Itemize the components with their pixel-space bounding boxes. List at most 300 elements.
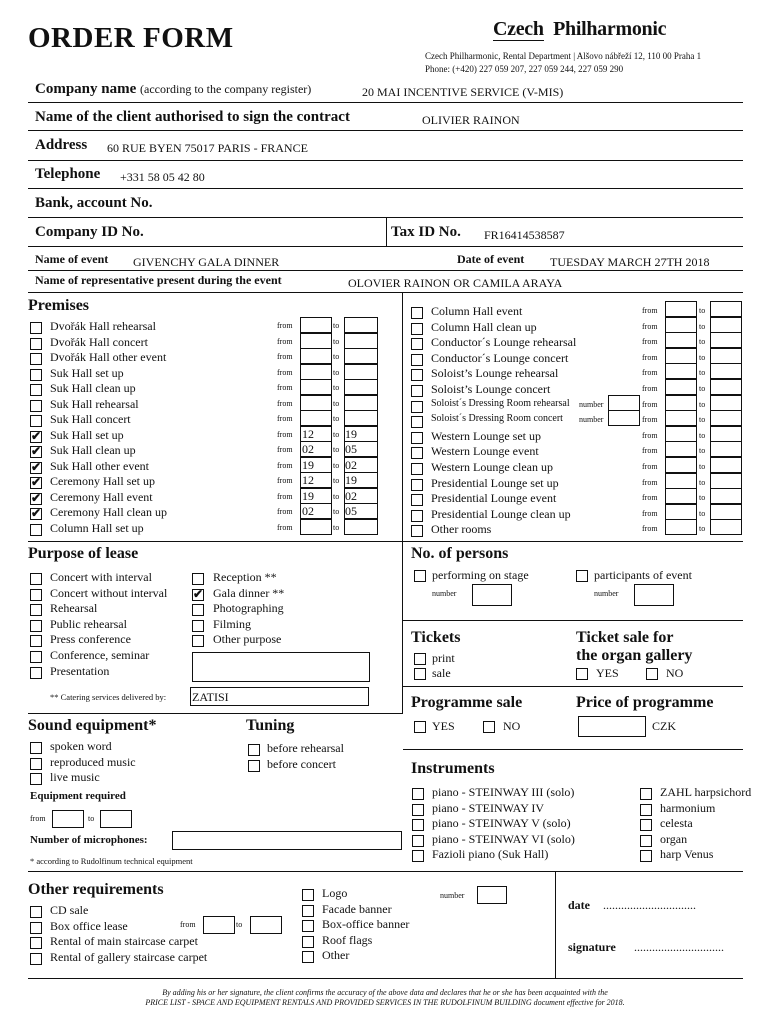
from-input[interactable] — [300, 317, 332, 333]
other-checkbox[interactable] — [302, 951, 314, 963]
other-checkbox[interactable] — [302, 920, 314, 932]
to-input[interactable] — [710, 395, 742, 411]
tuning-label: before concert — [267, 757, 336, 771]
from-label: from — [277, 414, 293, 423]
address-line-1: Czech Philharmonic, Rental Department | Alšovo nábřeží 12, 110 00 Praha 1 — [425, 51, 702, 61]
address-label: Address — [35, 137, 88, 153]
equipment-from-label: from — [30, 814, 46, 823]
from-input[interactable] — [665, 348, 697, 364]
to-value[interactable]: 02 — [345, 457, 357, 472]
equipment-to-input[interactable] — [100, 810, 132, 828]
from-label: from — [642, 384, 658, 393]
premises-label: Ceremony Hall set up — [50, 474, 155, 488]
from-input[interactable] — [300, 519, 332, 535]
from-input[interactable] — [665, 317, 697, 333]
premises-checkbox[interactable] — [30, 462, 42, 474]
to-label: to — [333, 507, 340, 516]
premises-checkbox[interactable] — [411, 463, 423, 475]
from-input[interactable] — [665, 441, 697, 457]
premises-checkbox[interactable] — [411, 447, 423, 459]
premises-label: Presidential Lounge set up — [431, 475, 559, 490]
purpose-checkbox[interactable] — [30, 589, 42, 601]
telephone-label: Telephone — [35, 166, 101, 182]
from-input[interactable] — [665, 332, 697, 348]
from-input[interactable] — [300, 410, 332, 426]
purpose-checkbox[interactable] — [30, 651, 42, 663]
from-input[interactable] — [665, 379, 697, 395]
instrument-checkbox[interactable] — [412, 819, 424, 831]
purpose-label: Concert with interval — [50, 570, 152, 584]
from-label: from — [642, 446, 658, 456]
to-value[interactable]: 02 — [345, 488, 357, 503]
instrument-checkbox[interactable] — [640, 819, 652, 831]
to-label: to — [699, 477, 706, 487]
premises-checkbox[interactable] — [411, 401, 423, 413]
from-label: from — [642, 493, 658, 503]
premises-checkbox[interactable] — [30, 446, 42, 458]
to-input[interactable] — [344, 364, 378, 380]
to-input[interactable] — [344, 410, 378, 426]
from-input[interactable] — [300, 395, 332, 411]
signature-dots[interactable]: .............................. — [634, 940, 724, 954]
from-input[interactable] — [665, 410, 697, 426]
from-label: from — [642, 508, 658, 518]
premises-label: Ceremony Hall event — [50, 489, 153, 504]
other-checkbox[interactable] — [302, 889, 314, 901]
sound-checkbox[interactable] — [30, 773, 42, 785]
premises-label: Column Hall event — [431, 304, 523, 318]
to-input[interactable] — [710, 426, 742, 442]
participants-number-label: number — [594, 589, 619, 598]
organ-yes-label: YES — [596, 666, 619, 680]
programme-title: Programme sale — [411, 694, 523, 711]
organ-yes-checkbox[interactable] — [576, 668, 588, 680]
premises-checkbox[interactable] — [411, 479, 423, 491]
microphones-input[interactable] — [172, 831, 402, 850]
date-label: date — [568, 898, 590, 912]
premises-label: Dvořák Hall other event — [50, 350, 167, 364]
from-value[interactable]: 19 — [302, 488, 314, 503]
client-value[interactable]: OLIVIER RAINON — [422, 113, 520, 127]
from-value[interactable]: 19 — [302, 457, 314, 472]
participants-checkbox[interactable] — [576, 570, 588, 582]
programme-no-checkbox[interactable] — [483, 721, 495, 733]
instrument-label: celesta — [660, 816, 693, 830]
purpose-checkbox[interactable] — [192, 573, 204, 585]
from-label: from — [277, 336, 293, 346]
other-checkbox[interactable] — [30, 906, 42, 918]
instrument-checkbox[interactable] — [640, 850, 652, 862]
other-label: Logo — [322, 886, 348, 900]
telephone-value[interactable]: +331 58 05 42 80 — [120, 170, 205, 184]
signature-label: signature — [568, 940, 616, 954]
to-input[interactable] — [710, 332, 742, 348]
to-label: to — [333, 476, 340, 485]
instrument-label: piano - STEINWAY IV — [432, 800, 545, 815]
premises-label: Dvořák Hall concert — [50, 334, 148, 349]
premises-checkbox[interactable] — [30, 322, 42, 334]
from-label: from — [277, 321, 293, 330]
participants-label: participants of event — [594, 568, 692, 582]
to-input[interactable] — [710, 410, 742, 426]
purpose-checkbox[interactable] — [192, 589, 204, 601]
performing-checkbox[interactable] — [414, 570, 426, 582]
premises-checkbox[interactable] — [411, 385, 423, 397]
to-input[interactable] — [710, 317, 742, 333]
premises-checkbox[interactable] — [30, 477, 42, 489]
from-label: from — [277, 398, 293, 408]
premises-label: Soloist´s Dressing Room concert — [431, 413, 563, 425]
to-value[interactable]: 19 — [345, 426, 357, 441]
premises-checkbox[interactable] — [30, 384, 42, 396]
to-label: to — [333, 429, 340, 439]
to-value[interactable]: 19 — [345, 473, 357, 487]
to-input[interactable] — [344, 348, 378, 364]
instruments-title: Instruments — [411, 760, 495, 777]
from-input[interactable] — [665, 519, 697, 535]
tickets-sale-label: sale — [432, 666, 451, 680]
from-label: from — [642, 352, 658, 362]
from-input[interactable] — [665, 363, 697, 379]
premises-checkbox[interactable] — [411, 307, 423, 319]
catering-value[interactable]: ZATISI — [192, 690, 229, 704]
from-input[interactable] — [665, 504, 697, 520]
organ-title-1: Ticket sale for — [576, 629, 674, 646]
premises-checkbox[interactable] — [411, 354, 423, 366]
to-label: to — [699, 524, 706, 534]
purpose-checkbox[interactable] — [192, 620, 204, 632]
to-label: to — [699, 306, 706, 315]
instrument-label: harp Venus — [660, 847, 714, 861]
from-input[interactable] — [300, 364, 332, 380]
instrument-label: piano - STEINWAY V (solo) — [432, 816, 571, 830]
box-office-to-label: to — [236, 920, 243, 929]
premises-checkbox[interactable] — [30, 338, 42, 350]
purpose-checkbox[interactable] — [192, 604, 204, 616]
persons-title: No. of persons — [411, 545, 509, 562]
tax-id-value[interactable]: FR16414538587 — [484, 228, 565, 242]
from-value[interactable]: 12 — [302, 473, 314, 487]
tickets-sale-checkbox[interactable] — [414, 668, 426, 680]
from-label: from — [642, 477, 658, 487]
other-checkbox[interactable] — [30, 953, 42, 965]
box-office-from-input[interactable] — [203, 916, 235, 934]
other-purpose-box[interactable] — [192, 652, 370, 682]
premises-checkbox[interactable] — [411, 416, 423, 428]
purpose-label: Rehearsal — [50, 601, 98, 616]
to-label: to — [699, 399, 706, 409]
from-label: from — [642, 430, 658, 440]
purpose-checkbox[interactable] — [192, 635, 204, 647]
purpose-label: Presentation — [50, 663, 110, 678]
to-input[interactable] — [344, 519, 378, 535]
sound-label: reproduced music — [50, 754, 136, 769]
to-label: to — [699, 352, 706, 362]
from-input[interactable] — [665, 395, 697, 411]
purpose-label: Filming — [213, 616, 252, 631]
from-value[interactable]: 02 — [302, 504, 314, 518]
premises-checkbox[interactable] — [411, 369, 423, 381]
premises-checkbox[interactable] — [30, 524, 42, 536]
premises-label: Column Hall clean up — [431, 319, 537, 334]
to-label: to — [699, 462, 706, 471]
programme-yes-checkbox[interactable] — [414, 721, 426, 733]
other-label: CD sale — [50, 903, 89, 917]
to-value[interactable]: 05 — [345, 442, 357, 456]
number-input[interactable] — [608, 395, 640, 411]
instrument-checkbox[interactable] — [640, 788, 652, 800]
to-input[interactable] — [344, 395, 378, 411]
company-id-label: Company ID No. — [35, 224, 144, 240]
premises-label: Suk Hall clean up — [50, 443, 136, 457]
premises-checkbox[interactable] — [411, 432, 423, 444]
purpose-checkbox[interactable] — [30, 667, 42, 679]
rep-label: Name of representative present during the event — [35, 273, 282, 287]
premises-checkbox[interactable] — [30, 493, 42, 505]
purpose-title: Purpose of lease — [28, 545, 139, 562]
premises-checkbox[interactable] — [30, 415, 42, 427]
other-label: Box office lease — [50, 918, 128, 933]
to-label: to — [333, 383, 340, 392]
other-label: Roof flags — [322, 932, 373, 947]
premises-title: Premises — [28, 297, 90, 314]
to-label: to — [333, 367, 340, 377]
premises-label: Suk Hall set up — [50, 365, 124, 380]
from-input[interactable] — [665, 457, 697, 473]
tuning-checkbox[interactable] — [248, 760, 260, 772]
to-input[interactable] — [344, 333, 378, 349]
to-value[interactable]: 05 — [345, 504, 357, 518]
premises-label: Presidential Lounge clean up — [431, 506, 571, 521]
premises-label: Conductor´s Lounge concert — [431, 350, 569, 365]
to-input[interactable] — [710, 519, 742, 535]
purpose-checkbox[interactable] — [30, 635, 42, 647]
purpose-label: Reception ** — [213, 570, 277, 584]
purpose-checkbox[interactable] — [30, 573, 42, 585]
instrument-checkbox[interactable] — [640, 804, 652, 816]
from-label: from — [642, 306, 658, 315]
other-label: Rental of main staircase carpet — [50, 934, 198, 948]
organ-no-checkbox[interactable] — [646, 668, 658, 680]
to-input[interactable] — [710, 473, 742, 489]
premises-label: Conductor´s Lounge rehearsal — [431, 335, 577, 350]
to-input[interactable] — [710, 504, 742, 520]
to-input[interactable] — [344, 379, 378, 395]
to-label: to — [333, 398, 340, 408]
purpose-label: Photographing — [213, 601, 284, 616]
instrument-checkbox[interactable] — [412, 850, 424, 862]
instrument-checkbox[interactable] — [640, 835, 652, 847]
sound-checkbox[interactable] — [30, 742, 42, 754]
instrument-label: piano - STEINWAY VI (solo) — [432, 831, 575, 846]
to-input[interactable] — [710, 363, 742, 379]
address-value[interactable]: 60 RUE BYEN 75017 PARIS - FRANCE — [107, 141, 308, 155]
other-checkbox[interactable] — [302, 905, 314, 917]
other-label: Facade banner — [322, 901, 392, 916]
programme-yes-label: YES — [432, 719, 455, 733]
premises-checkbox[interactable] — [411, 323, 423, 335]
microphones-label: Number of microphones: — [30, 834, 148, 846]
to-label: to — [699, 446, 706, 456]
other-label: Other — [322, 948, 350, 962]
sound-checkbox[interactable] — [30, 758, 42, 770]
to-label: to — [333, 460, 340, 470]
programme-no-label: NO — [503, 719, 521, 733]
footer-note — [0, 988, 770, 1008]
purpose-label: Concert without interval — [50, 585, 168, 600]
from-input[interactable] — [665, 473, 697, 489]
tuning-title: Tuning — [246, 717, 295, 734]
logo — [493, 18, 666, 41]
purpose-label: Press conference — [50, 632, 131, 647]
from-label: from — [642, 462, 658, 471]
sound-label: spoken word — [50, 739, 112, 753]
other-checkbox[interactable] — [30, 922, 42, 934]
to-input[interactable] — [710, 379, 742, 395]
premises-checkbox[interactable] — [30, 369, 42, 381]
instrument-label: ZAHL harpsichord — [660, 785, 752, 799]
premises-checkbox[interactable] — [30, 400, 42, 412]
company-name-label: Company name (according to the company register) — [35, 81, 312, 97]
participants-number-input[interactable] — [634, 584, 674, 606]
from-input[interactable] — [665, 488, 697, 504]
instrument-checkbox[interactable] — [412, 835, 424, 847]
purpose-label: Gala dinner ** — [213, 585, 285, 600]
box-office-from-label: from — [180, 920, 196, 929]
premises-label: Suk Hall clean up — [50, 381, 136, 395]
to-label: to — [699, 337, 706, 347]
from-input[interactable] — [300, 348, 332, 364]
instrument-label: organ — [660, 831, 688, 846]
instrument-checkbox[interactable] — [412, 788, 424, 800]
performing-number-label: number — [432, 589, 457, 598]
from-label: from — [277, 367, 293, 377]
to-label: to — [333, 352, 340, 361]
purpose-label: Conference, seminar — [50, 648, 150, 662]
to-label: to — [699, 493, 706, 503]
premises-label: Column Hall set up — [50, 520, 144, 535]
tickets-print-checkbox[interactable] — [414, 653, 426, 665]
premises-label: Suk Hall other event — [50, 458, 149, 473]
price-programme-input[interactable] — [578, 716, 646, 737]
premises-label: Suk Hall concert — [50, 412, 131, 426]
from-input[interactable] — [300, 379, 332, 395]
to-input[interactable] — [710, 348, 742, 364]
to-label: to — [699, 368, 706, 378]
from-label: from — [642, 368, 658, 378]
premises-label: Soloist’s Lounge rehearsal — [431, 366, 559, 381]
premises-label: Western Lounge clean up — [431, 460, 553, 474]
from-label: from — [277, 507, 293, 516]
number-label: number — [579, 415, 604, 425]
purpose-label: Public rehearsal — [50, 616, 127, 631]
premises-label: Suk Hall rehearsal — [50, 396, 139, 411]
premises-label: Western Lounge event — [431, 444, 539, 459]
premises-label: Presidential Lounge event — [431, 491, 557, 506]
sound-title: Sound equipment* — [28, 717, 157, 734]
footer-line-2: PRICE LIST - SPACE AND EQUIPMENT RENTALS AND PROVIDED SERVICES IN THE RUDOLFINUM BUILDING document effective for 2018. — [145, 998, 625, 1007]
equipment-from-input[interactable] — [52, 810, 84, 828]
premises-label: Dvořák Hall rehearsal — [50, 319, 156, 333]
to-input[interactable] — [710, 441, 742, 457]
from-label: from — [642, 321, 658, 331]
instrument-checkbox[interactable] — [412, 804, 424, 816]
to-label: to — [333, 491, 340, 501]
event-date-value[interactable]: TUESDAY MARCH 27TH 2018 — [550, 255, 710, 269]
to-label: to — [333, 414, 340, 423]
form-title: ORDER FORM — [28, 22, 234, 54]
performing-number-input[interactable] — [472, 584, 512, 606]
purpose-label: Other purpose — [213, 632, 282, 647]
other-checkbox[interactable] — [30, 937, 42, 949]
to-label: to — [699, 321, 706, 331]
premises-checkbox[interactable] — [411, 510, 423, 522]
from-input[interactable] — [665, 426, 697, 442]
from-label: from — [277, 522, 293, 532]
from-label: from — [277, 476, 293, 485]
equipment-to-label: to — [88, 814, 95, 823]
other-checkbox[interactable] — [302, 936, 314, 948]
number-input[interactable] — [608, 410, 640, 426]
equipment-required-label: Equipment required — [30, 790, 126, 802]
to-label: to — [699, 384, 706, 393]
premises-checkbox[interactable] — [30, 431, 42, 443]
bank-label: Bank, account No. — [35, 195, 153, 211]
to-label: to — [699, 508, 706, 518]
from-value[interactable]: 02 — [302, 442, 314, 456]
logo-number-label: number — [440, 891, 465, 900]
premises-checkbox[interactable] — [30, 508, 42, 520]
organ-title-2: the organ gallery — [576, 647, 693, 664]
premises-label: Western Lounge set up — [431, 428, 542, 443]
rep-value[interactable]: OLOVIER RAINON OR CAMILA ARAYA — [348, 276, 563, 290]
premises-checkbox[interactable] — [411, 338, 423, 350]
premises-checkbox[interactable] — [30, 353, 42, 365]
logo-czech: Czech — [493, 18, 544, 40]
currency-label: CZK — [652, 719, 676, 733]
other-label: Box-office banner — [322, 917, 410, 931]
logo-number-input[interactable] — [477, 886, 507, 904]
from-label: from — [277, 460, 293, 470]
sound-note: * according to Rudolfinum technical equipment — [30, 856, 193, 866]
tax-id-label: Tax ID No. — [391, 224, 461, 240]
premises-checkbox[interactable] — [411, 494, 423, 506]
number-label: number — [579, 399, 604, 409]
other-title: Other requirements — [28, 881, 164, 898]
header-address — [425, 50, 701, 76]
from-value[interactable]: 12 — [302, 426, 314, 441]
tuning-checkbox[interactable] — [248, 744, 260, 756]
from-input[interactable] — [300, 333, 332, 349]
event-name-value[interactable]: GIVENCHY GALA DINNER — [133, 255, 280, 269]
event-name-label: Name of event — [35, 252, 109, 266]
footer-line-1: By adding his or her signature, the client confirms the accuracy of the above data and declares that he or she has been acquainted with the — [162, 988, 608, 997]
company-name-value[interactable]: 20 MAI INCENTIVE SERVICE (V-MIS) — [362, 85, 564, 99]
to-input[interactable] — [710, 488, 742, 504]
to-input[interactable] — [710, 457, 742, 473]
premises-checkbox[interactable] — [411, 525, 423, 537]
purpose-checkbox[interactable] — [30, 604, 42, 616]
address-line-2: Phone: (+420) 227 059 207, 227 059 244, 227 059 290 — [425, 64, 624, 74]
box-office-to-input[interactable] — [250, 916, 282, 934]
to-input[interactable] — [710, 301, 742, 317]
to-input[interactable] — [344, 317, 378, 333]
from-input[interactable] — [665, 301, 697, 317]
premises-label: Ceremony Hall clean up — [50, 505, 167, 519]
date-dots[interactable]: ............................... — [603, 898, 696, 912]
purpose-checkbox[interactable] — [30, 620, 42, 632]
instrument-label: Fazioli piano (Suk Hall) — [432, 847, 549, 861]
